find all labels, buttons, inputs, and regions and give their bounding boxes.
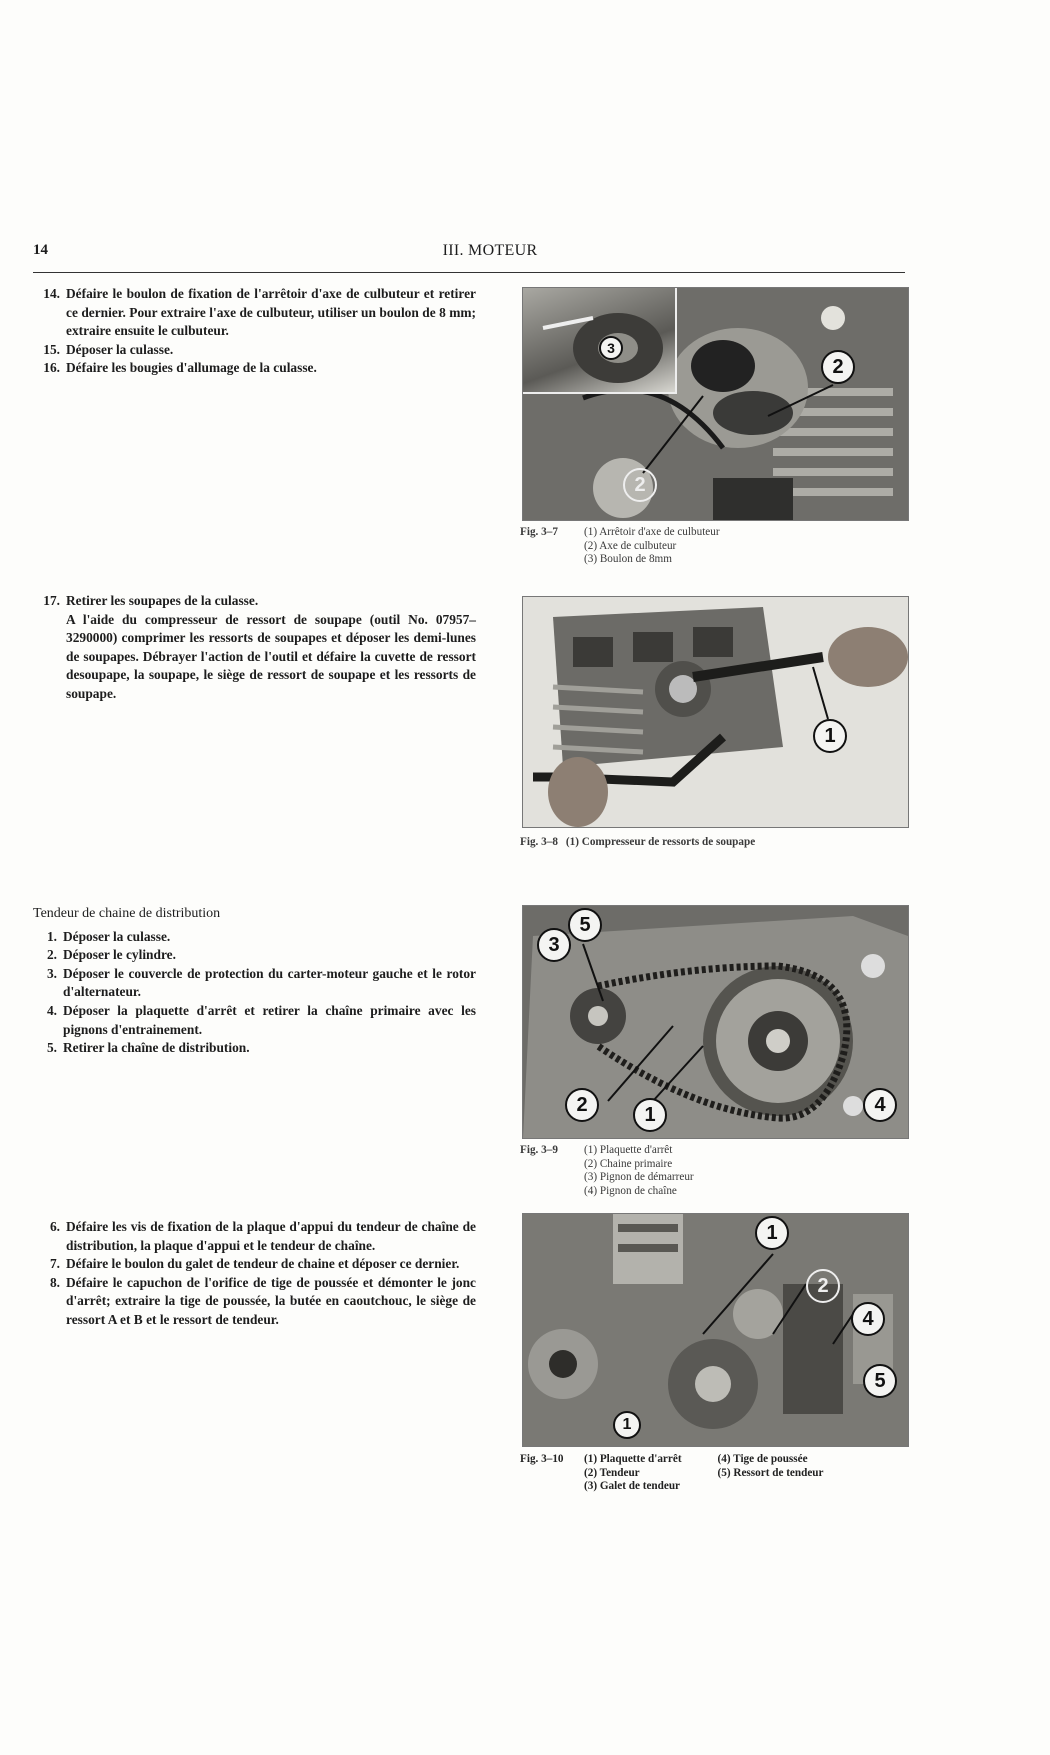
caption-line: (5) Ressort de tendeur [717, 1466, 824, 1479]
callout-1: 1 [633, 1098, 667, 1132]
callout-4: 4 [851, 1302, 885, 1336]
callout-4: 4 [863, 1088, 897, 1122]
step-4 [33, 1002, 476, 1039]
step-text: Déposer la culasse. [66, 341, 174, 357]
fig-label: Fig. 3–9 [520, 1144, 558, 1156]
fig-label: Fig. 3–7 [520, 526, 558, 538]
caption-line: (1) Plaquette d'arrêt [584, 1453, 682, 1465]
fig-3-9-photo [522, 905, 909, 1139]
fig-label: Fig. 3–8 [520, 836, 558, 848]
step-number: 6. [49, 1219, 60, 1234]
fig-3-8-caption [520, 836, 755, 850]
step-text: Défaire le capuchon de l'orifice de tige de poussée et démonter le jonc d'arrêt; extraire la tige de poussée, la butée en caoutchouc, le siège de ressort A et B et le ressort de tendeur. [66, 1274, 476, 1327]
step-title: Retirer les soupapes de la culasse. [66, 593, 259, 608]
step-15 [36, 341, 476, 360]
step-17-title-row [36, 592, 476, 611]
step-14 [36, 285, 476, 341]
callout-3: 3 [537, 928, 571, 962]
callout-1: 1 [813, 719, 847, 753]
step-number: 3. [46, 965, 57, 981]
steps-6-8 [36, 1218, 476, 1330]
section-title: III. MOTEUR [442, 242, 538, 259]
header-rule [33, 272, 905, 273]
fig-3-8-photo [522, 596, 909, 828]
step-text: Déposer le couvercle de protection du carter-moteur gauche et le rotor d'alternateur. [63, 965, 476, 1000]
step-7 [36, 1255, 476, 1274]
page-number: 14 [33, 242, 48, 258]
step-text: Déposer le cylindre. [63, 947, 176, 963]
fig-3-10-caption [520, 1453, 824, 1494]
step-17 [36, 592, 476, 704]
section-heading: Tendeur de chaine de distribution [33, 906, 221, 921]
fig-label: Fig. 3–10 [520, 1453, 564, 1465]
callout-5: 5 [863, 1364, 897, 1398]
caption-line: (2) Axe de culbuteur [584, 539, 677, 552]
caption-line: (2) Chaine primaire [584, 1157, 673, 1170]
step-number: 2. [46, 947, 57, 963]
fig-3-7-inset [523, 288, 677, 394]
step-number: 16. [43, 360, 60, 376]
step-17-body-row [36, 611, 476, 704]
caption-line: (3) Galet de tendeur [584, 1480, 681, 1493]
caption-line: (4) Pignon de chaîne [584, 1184, 677, 1197]
caption-line: (1) Plaquette d'arrêt [584, 1144, 673, 1156]
step-text: Déposer la culasse. [63, 928, 171, 944]
fig-3-9-caption [520, 1144, 694, 1198]
step-text: Défaire le boulon du galet de tendeur de chaine et déposer ce dernier. [66, 1256, 460, 1272]
callout-1: 1 [613, 1411, 641, 1439]
step-number: 1. [46, 928, 57, 944]
callout-2: 2 [565, 1088, 599, 1122]
section-chain-tensioner [33, 905, 476, 1058]
caption-line: (1) Arrêtoir d'axe de culbuteur [584, 526, 720, 538]
fig-3-10-photo [522, 1213, 909, 1447]
caption-line: (3) Boulon de 8mm [584, 553, 672, 566]
step-number: 8. [49, 1274, 60, 1290]
step-number: 17. [43, 593, 60, 608]
step-16 [36, 359, 476, 378]
fig-3-7-caption [520, 526, 720, 567]
steps-14-16 [36, 285, 476, 378]
caption-line: (3) Pignon de démarreur [584, 1171, 694, 1184]
step-number: 4. [46, 1002, 57, 1018]
fig-3-7-photo [522, 287, 909, 521]
callout-5: 5 [568, 908, 602, 942]
callout-2: 2 [623, 468, 657, 502]
step-text: Déposer la plaquette d'arrêt et retirer la chaîne primaire avec les pignons d'entrainement. [63, 1002, 476, 1037]
callout-2: 2 [821, 350, 855, 384]
chain-tensioner-image [523, 1214, 908, 1446]
caption-line: (2) Tendeur [584, 1466, 640, 1479]
callout-1: 1 [755, 1216, 789, 1250]
step-text: Défaire les vis de fixation de la plaque d'appui du tendeur de chaîne de distribution, la plaque d'appui et le tendeur de chaîne. [66, 1219, 476, 1253]
step-text: Retirer la chaîne de distribution. [63, 1040, 250, 1056]
step-5 [33, 1039, 476, 1058]
step-8 [36, 1274, 476, 1330]
step-1 [33, 928, 476, 947]
callout-2: 2 [806, 1269, 840, 1303]
caption-line: (4) Tige de poussée [717, 1453, 808, 1465]
step-number: 14. [43, 286, 60, 301]
step-3 [33, 965, 476, 1002]
step-text: Défaire le boulon de fixation de l'arrêtoir d'axe de culbuteur et retirer ce dernier. Pour extraire l'axe de culbuteur, utiliser un boulon de 8 mm; extraire ensuite le culbuteur. [66, 286, 476, 339]
step-number: 15. [43, 341, 60, 357]
step-number: 5. [46, 1040, 57, 1056]
step-number: 7. [49, 1256, 60, 1272]
valve-spring-compressor-image [523, 597, 908, 827]
callout-3: 3 [599, 336, 623, 360]
caption-line: (1) Compresseur de ressorts de soupape [565, 836, 756, 848]
step-text: Défaire les bougies d'allumage de la culasse. [66, 360, 317, 376]
step-2 [33, 946, 476, 965]
step-text: A l'aide du compresseur de ressort de soupape (outil No. 07957–3290000) comprimer les ressorts de soupapes et déposer les demi-lunes de soupapes. Débrayer l'action de l'outil et défaire la cuvette de ressort desoupape, la soupape, le siège de ressort de soupape et les ressorts de soupape. [66, 611, 476, 701]
step-6 [36, 1218, 476, 1255]
